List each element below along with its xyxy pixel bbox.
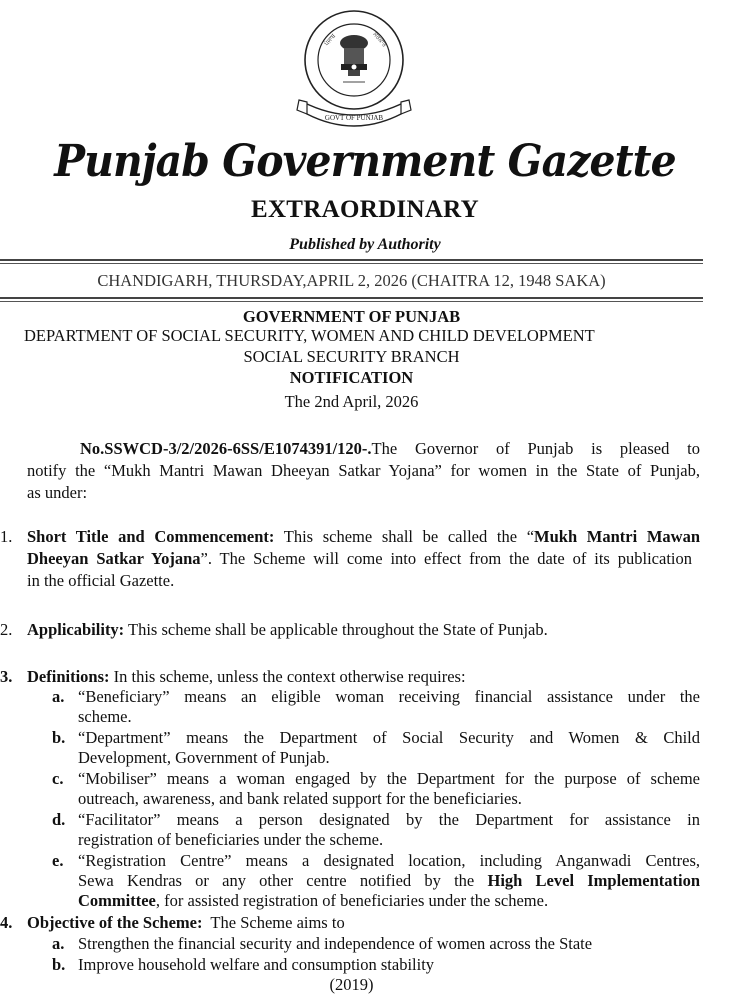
published-by-authority: Published by Authority — [289, 236, 441, 253]
section-heading: Applicability: — [27, 620, 125, 639]
objective-b: Improve household welfare and consumption stability — [78, 955, 435, 974]
item-letter: a. — [52, 934, 65, 953]
section-text: This scheme shall be applicable throughout the State of Punjab. — [124, 620, 548, 639]
committee-name: Committee — [78, 891, 156, 910]
section-number: 2. — [0, 620, 13, 639]
reference-number: No.SSWCD-3/2/2026-6SS/E1074391/120-. — [80, 439, 372, 458]
section-heading: Definitions: — [27, 667, 110, 686]
svg-text:GOVT OF PUNJAB: GOVT OF PUNJAB — [324, 114, 384, 122]
committee-name: High Level Implementation — [487, 871, 701, 890]
section-4-line-1 — [27, 913, 345, 934]
item-letter: c. — [52, 769, 64, 788]
notification-heading: NOTIFICATION — [289, 368, 414, 387]
rule-bottom-1 — [0, 297, 703, 299]
objective-a: Strengthen the financial security and independence of women across the State — [78, 934, 593, 953]
government-name: GOVERNMENT OF PUNJAB — [242, 307, 461, 326]
dateline: CHANDIGARH, THURSDAY,APRIL 2, 2026 (CHAITRA 12, 1948 SAKA) — [97, 271, 606, 290]
section-heading: Short Title and Commencement: — [27, 527, 275, 546]
section-1-line-3: in the official Gazette. — [27, 571, 175, 590]
item-letter: a. — [52, 687, 65, 706]
section-3-line-1 — [27, 666, 466, 687]
definition-mobiliser-line-2: outreach, awareness, and bank related support for the beneficiaries. — [78, 789, 522, 808]
scheme-name: Mukh Mantri Mawan — [534, 527, 700, 546]
definition-beneficiary-line-1: “Beneficiary” means an eligible woman receiving financial assistance under the — [78, 687, 700, 706]
svg-text:ਪੰਜਾਬ: ਪੰਜਾਬ — [323, 32, 338, 48]
scheme-name: Dheeyan Satkar Yojana — [27, 549, 201, 568]
intro-line-3: as under: — [27, 483, 88, 502]
department-name: DEPARTMENT OF SOCIAL SECURITY, WOMEN AND CHILD DEVELOPMENT — [24, 326, 595, 345]
item-letter: d. — [52, 810, 66, 829]
section-1-line-1 — [27, 526, 700, 547]
rule-bottom-2 — [0, 301, 703, 302]
definition-registration-centre-line-3 — [78, 891, 548, 912]
section-number: 3. — [0, 667, 13, 686]
gazette-masthead: Punjab Government Gazette — [54, 136, 676, 187]
notification-date: The 2nd April, 2026 — [284, 392, 419, 411]
intro-line-2: notify the “Mukh Mantri Mawan Dheeyan Satkar Yojana” for women in the State of Punjab, — [27, 461, 700, 480]
section-text: ”. The Scheme will come into effect from the date of its publication — [200, 549, 692, 568]
emblem-icon — [293, 6, 415, 128]
section-2-line-1 — [27, 619, 548, 640]
section-text: This scheme shall be called the “ — [274, 527, 535, 546]
edition-label: EXTRAORDINARY — [250, 196, 480, 223]
definition-facilitator-line-1: “Facilitator” means a person designated by the Department for assistance in — [78, 810, 700, 829]
branch-name: SOCIAL SECURITY BRANCH — [243, 347, 460, 366]
definition-text: Sewa Kendras or any other centre notified by the — [78, 871, 488, 890]
emblem-seal — [293, 6, 415, 128]
section-heading: Objective of the Scheme: — [27, 913, 203, 932]
svg-text:ਸਰਕਾਰ: ਸਰਕਾਰ — [371, 30, 388, 49]
definition-text: , for assisted registration of beneficiaries under the scheme. — [155, 891, 549, 910]
definition-registration-centre-line-2 — [78, 871, 700, 892]
definition-facilitator-line-2: registration of beneficiaries under the scheme. — [78, 830, 384, 849]
intro-line-1 — [80, 438, 700, 459]
page-number: (2019) — [329, 975, 374, 994]
section-number: 4. — [0, 913, 13, 932]
item-letter: e. — [52, 851, 64, 870]
definition-department-line-2: Development, Government of Punjab. — [78, 748, 330, 767]
section-number: 1. — [0, 527, 13, 546]
intro-text: The Governor of Punjab is pleased to — [371, 439, 700, 458]
section-text: The Scheme aims to — [202, 913, 345, 932]
definition-mobiliser-line-1: “Mobiliser” means a woman engaged by the Department for the purpose of scheme — [78, 769, 700, 788]
rule-top-1 — [0, 259, 703, 261]
definition-registration-centre-line-1: “Registration Centre” means a designated location, including Anganwadi Centres, — [78, 851, 700, 870]
section-text: In this scheme, unless the context otherwise requires: — [109, 667, 466, 686]
item-letter: b. — [52, 728, 66, 747]
definition-department-line-1: “Department” means the Department of Social Security and Women & Child — [78, 728, 700, 747]
rule-top-2 — [0, 263, 703, 264]
section-1-line-2 — [27, 548, 692, 569]
definition-beneficiary-line-2: scheme. — [78, 707, 132, 726]
item-letter: b. — [52, 955, 66, 974]
